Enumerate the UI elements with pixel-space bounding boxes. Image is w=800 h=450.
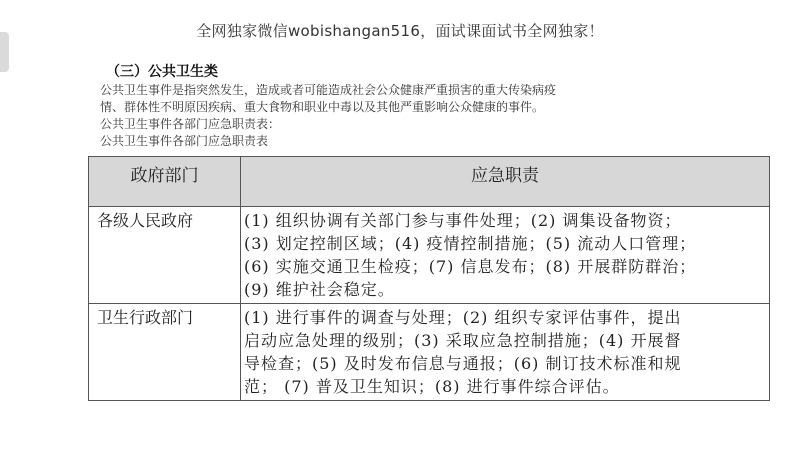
table-row xyxy=(89,304,770,401)
duties-cell xyxy=(241,304,770,401)
responsibility-table xyxy=(88,156,770,401)
table-intro: 公共卫生事件各部门应急职责表： xyxy=(100,117,281,131)
table-row xyxy=(89,207,770,304)
duty-line: 范； (7) 普及卫生知识；(8) 进行事件综合评估。 xyxy=(244,377,620,396)
definition-line-2: 情、群体性不明原因疾病、重大食物和职业中毒以及其他严重影响公众健康的事件。 xyxy=(100,100,545,114)
duties-cell xyxy=(241,207,770,304)
section-title: （三）公共卫生类 xyxy=(106,64,218,80)
header-duties: 应急职责 xyxy=(241,157,770,207)
duty-line: (3) 划定控制区域；(4) 疫情控制措施；(5) 流动人口管理； xyxy=(244,234,697,253)
department-cell: 卫生行政部门 xyxy=(89,304,241,401)
table-header-row xyxy=(89,157,770,207)
duty-line: (9) 维护社会稳定。 xyxy=(244,280,395,299)
duty-line: 启动应急处理的级别；(3) 采取应急控制措施；(4) 开展督 xyxy=(244,331,682,350)
watermark-banner: 全网独家微信wobishangan516，面试课面试书全网独家！ xyxy=(196,22,604,40)
duty-line: (1) 组织协调有关部门参与事件处理；(2) 调集设备物资； xyxy=(244,211,682,230)
duty-line: 导检查；(5) 及时发布信息与通报；(6) 制订技术标准和规 xyxy=(244,354,682,373)
definition-line-1: 公共卫生事件是指突然发生，造成或者可能造成社会公众健康严重损害的重大传染病疫 xyxy=(100,83,557,97)
duty-line: (6) 实施交通卫生检疫；(7) 信息发布；(8) 开展群防群治； xyxy=(244,257,697,276)
duty-line: (1) 进行事件的调查与处理；(2) 组织专家评估事件，提出 xyxy=(244,308,682,327)
header-department: 政府部门 xyxy=(89,157,241,207)
department-cell: 各级人民政府 xyxy=(89,207,241,304)
document-content xyxy=(97,62,780,401)
table-caption: 公共卫生事件各部门应急职责表 xyxy=(100,134,269,148)
